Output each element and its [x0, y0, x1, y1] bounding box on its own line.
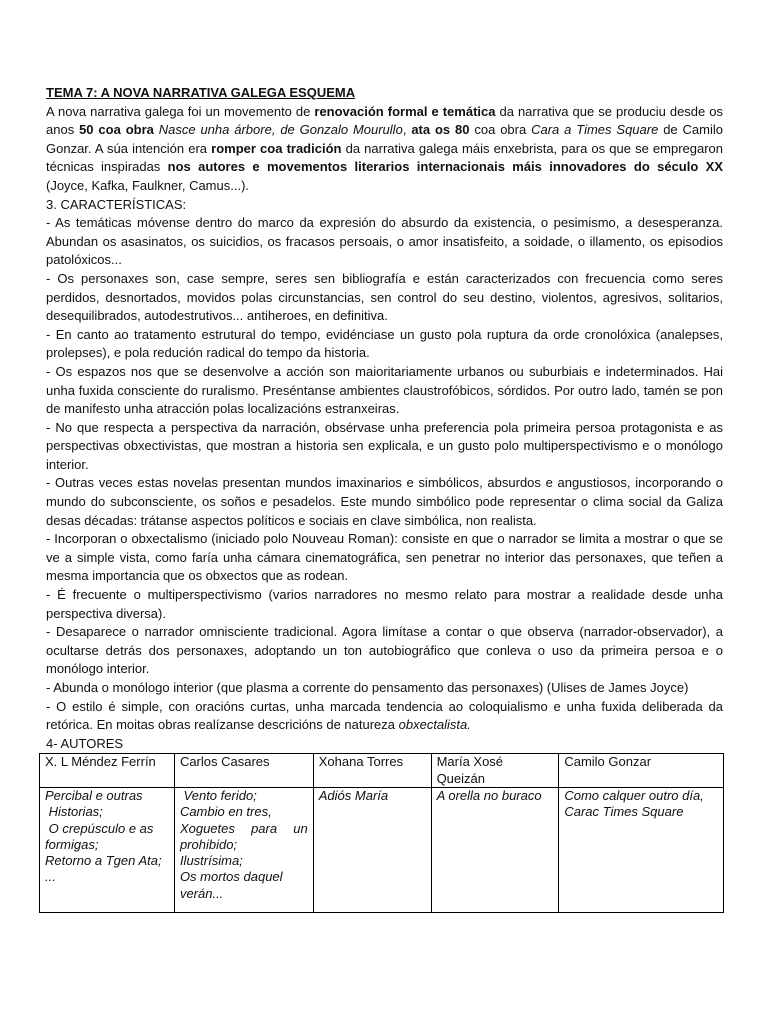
characteristic-item: - Os personaxes son, case sempre, seres sen bibliografía e están caracterizados con frecuencia como seres perdidos, desnortados, movidos polas circunstancias, sen control do seu destino, violentos, agresivos, solitarios, desequilibrados, autodestrutivos... antiheroes, en definitiva.: [46, 270, 723, 324]
characteristic-item: - Abunda o monólogo interior (que plasma a corrente do pensamento das personaxes) (Ulises de James Joyce): [46, 680, 689, 695]
works-cell-carlos-casares: [174, 787, 313, 912]
work-title: Os mortos daquel: [179, 869, 283, 885]
section-heading-authors: 4- AUTORES: [46, 735, 124, 751]
author-name: Camilo Gonzar: [559, 754, 724, 788]
characteristic-item: - No que respecta a perspectiva da narración, obsérvase unha preferencia pola primeira persoa protagonista e as perspectivas obxectivistas, que mostran a historia sen explicala, e un gusto polo multiperspectivismo e o monólogo interior.: [46, 419, 723, 472]
works-cell-xohana-torres: [313, 787, 431, 912]
intro-work-title: Cara a Times Square: [531, 122, 659, 138]
authors-table: [39, 753, 724, 913]
work-title: Percibal e outras: [45, 787, 143, 803]
works-cell-maria-xose-queizan: [431, 787, 559, 912]
author-name: Carlos Casares: [174, 754, 313, 788]
authors-header-row: [40, 754, 724, 788]
document-title: TEMA 7: A NOVA NARRATIVA GALEGA ESQUEMA: [46, 85, 356, 100]
work-title: Ilustrísima;: [179, 853, 243, 869]
characteristic-item: [46, 698, 723, 735]
intro-text: ,: [402, 122, 412, 138]
characteristic-item: - Outras veces estas novelas presentan mundos imaxinarios e simbólicos, absurdos e angustiosos, incorporando o mundo do subconsciente, os soños e pesadelos. Este mundo simbólico pode representar o clima social da Galiza desas décadas: trátanse aspectos políticos e sociais en clave simbólica, non realista.: [46, 475, 723, 528]
work-title: Adiós María: [318, 787, 389, 803]
work-title: A orella no buraco: [436, 787, 542, 803]
characteristic-item: - Incorporan o obxectalismo (iniciado polo Nouveau Roman): consiste en que o narrador se limita a mostrar o que se ve a simple vista, como faría unha cámara cinematográfica, sen penetrar no interior das personaxes, que teñen a mesma importancia que os obxectos que as rodean.: [46, 531, 723, 584]
author-name: X. L Méndez Ferrín: [40, 754, 175, 788]
intro-text: A nova narrativa galega foi un movemento de: [46, 103, 315, 119]
works-cell-camilo-gonzar: [559, 787, 724, 912]
work-title: prohibido;: [179, 836, 238, 852]
intro-bold: nos autores e movementos literarios internacionais máis innovadores do século XX: [167, 159, 723, 175]
work-title: Xoguetes para un: [179, 820, 308, 836]
characteristic-item: - É frecuente o multiperspectivismo (varios narradores no mesmo relato para mostrar a realidade desde unha perspectiva diversa).: [46, 587, 723, 621]
work-title: Cambio en tres,: [179, 804, 272, 820]
intro-bold: romper coa tradición: [211, 140, 342, 156]
intro-work-title: Nasce unha árbore, de Gonzalo Mourullo: [153, 122, 403, 138]
work-title: O crepúsculo e as: [45, 820, 154, 836]
section-heading-characteristics: 3. CARACTERÍSTICAS:: [46, 196, 187, 212]
author-name: María Xosé Queizán: [431, 754, 559, 788]
characteristic-italic: obxectalista.: [398, 717, 471, 733]
characteristic-item: - Desaparece o narrador omnisciente tradicional. Agora limítase a contar o que observa (narrador-observador), a ocultarse detrás dos personaxes, adoptando un ton autobiográfico que conleva o uso da primeira persoa e o monólogo interior.: [46, 624, 723, 677]
intro-text: (Joyce, Kafka, Faulkner, Camus...).: [46, 177, 250, 193]
intro-paragraph: [46, 103, 723, 196]
author-name: Xohana Torres: [313, 754, 431, 788]
characteristic-item: - En canto ao tratamento estrutural do tempo, evidénciase un gusto pola ruptura da orde cronolóxica (analepses, prolepses), e pola redución radical do tempo da historia.: [46, 326, 723, 361]
work-title: Retorno a Tgen Ata;: [45, 853, 162, 869]
characteristic-item: - As temáticas móvense dentro do marco da expresión do absurdo da existencia, o pesimismo, a desesperanza. Abundan os asasinatos, os suicidios, os fracasos persoais, o amor insatisfeito, a soidade, o illamento, os episodios patolóxicos...: [46, 215, 723, 268]
characteristic-text: - O estilo é simple, con oracións curtas, unha marcada tendencia ao coloquialismo e unha fuxida deliberada da retórica. En moitas obras realízanse descricións de natureza: [46, 698, 723, 733]
intro-text: de Camilo Gonzar. A súa intención era: [46, 122, 723, 156]
work-title: Carac Times Square: [564, 804, 684, 820]
work-title: Historias;: [45, 804, 103, 820]
work-title: ...: [45, 869, 56, 885]
work-title: formigas;: [45, 836, 99, 852]
intro-text: da narrativa que se produciu desde os anos: [46, 103, 724, 138]
authors-works-row: [40, 787, 724, 912]
intro-bold: renovación formal e temática: [314, 103, 496, 119]
intro-text: da narrativa galega máis enxebrista, para os que se empregaron técnicas inspiradas: [46, 140, 724, 175]
document-page: [46, 84, 723, 913]
intro-bold: 50 coa obra: [79, 122, 154, 138]
work-title: verán...: [179, 885, 224, 901]
intro-text: coa obra: [469, 122, 532, 138]
intro-bold: ata os 80: [411, 122, 470, 138]
works-cell-mendez-ferrin: [40, 787, 175, 912]
characteristic-item: - Os espazos nos que se desenvolve a acción son maioritariamente urbanos ou suburbiais e indeterminados. Hai unha fuxida consciente do ruralismo. Preséntanse ambientes claustrofóbicos, sórdidos. Por outro lado, tamén se pon de manifesto unha atracción polas localizacións estranxeiras.: [46, 363, 723, 417]
work-title: Como calquer outro día,: [564, 787, 704, 803]
work-title: Vento ferido;: [179, 787, 257, 803]
